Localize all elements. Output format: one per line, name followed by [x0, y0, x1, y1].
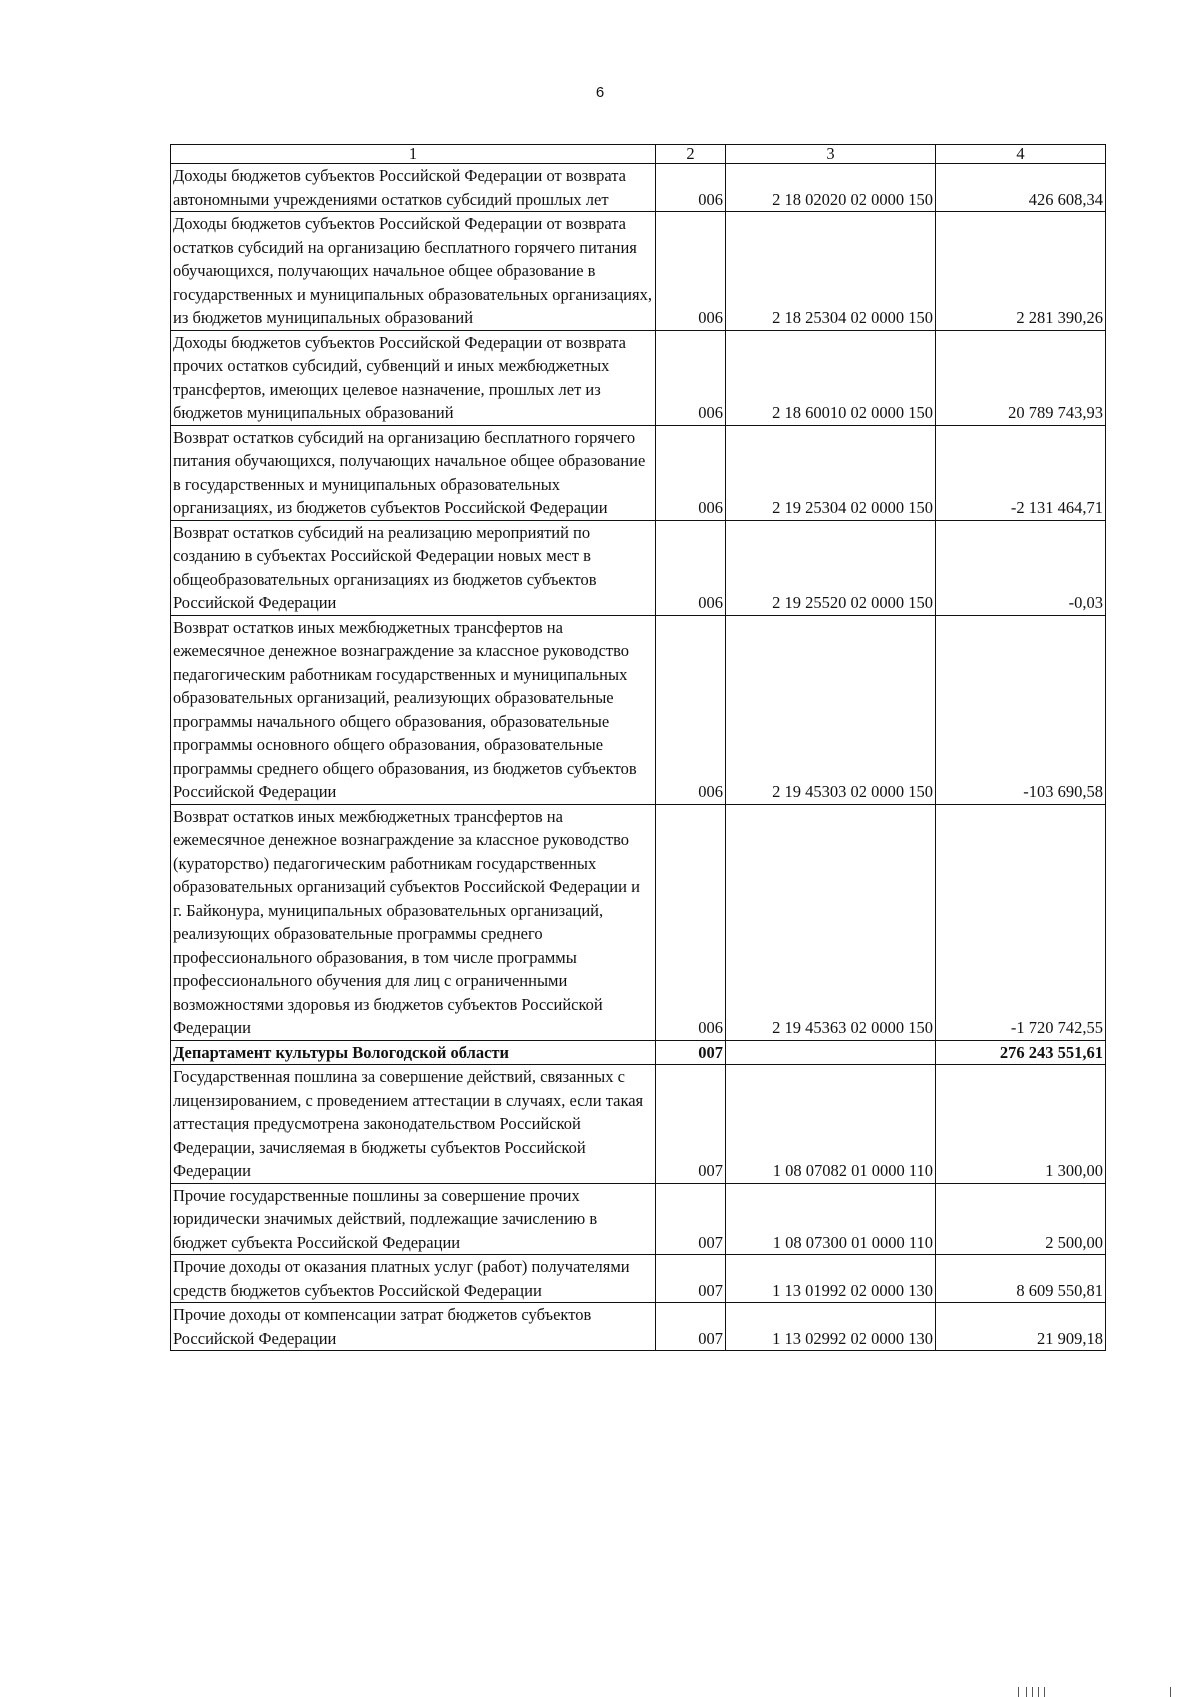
row-name-cell: Прочие государственные пошлины за совершение прочих юридически значимых действий, подлежащие зачислению в бюджет субъекта Российской Федерации: [171, 1183, 656, 1255]
row-admin-code-cell: 007: [656, 1065, 726, 1184]
table-row: [171, 1255, 1106, 1303]
row-admin-code-cell: 006: [656, 212, 726, 331]
table-body: [171, 164, 1106, 1351]
row-sum-cell: 1 300,00: [936, 1065, 1106, 1184]
table-row: [171, 212, 1106, 331]
table-row: [171, 330, 1106, 425]
row-sum-cell: 21 909,18: [936, 1303, 1106, 1351]
table-row: [171, 164, 1106, 212]
column-header-name: 1: [171, 145, 656, 164]
row-budget-code-cell: 2 19 45363 02 0000 150: [726, 804, 936, 1040]
row-name-cell: Государственная пошлина за совершение действий, связанных с лицензированием, с проведением аттестации в случаях, если такая аттестация предусмотрена законодательством Российской Федерации, зачисляемая в бюджеты субъектов Российской Федерации: [171, 1065, 656, 1184]
row-budget-code-cell: 2 19 25520 02 0000 150: [726, 520, 936, 615]
column-header-code: 3: [726, 145, 936, 164]
table-row: [171, 520, 1106, 615]
row-name-cell: Доходы бюджетов субъектов Российской Федерации от возврата остатков субсидий на организацию бесплатного горячего питания обучающихся, получающих начальное общее образование в государственных и муниципальных образовательных организациях, из бюджетов муниципальных образований: [171, 212, 656, 331]
row-admin-code-cell: 006: [656, 615, 726, 804]
row-name-cell: Возврат остатков субсидий на организацию бесплатного горячего питания обучающихся, получающих начальное общее образование в государственных и муниципальных образовательных организациях, из бюджетов субъектов Российской Федерации: [171, 425, 656, 520]
row-budget-code-cell: [726, 1040, 936, 1065]
row-name-cell: Возврат остатков иных межбюджетных трансфертов на ежемесячное денежное вознаграждение за классное руководство (кураторство) педагогическим работникам государственных образовательных организаций субъектов Российской Федерации и г. Байконура, муниципальных образовательных организаций, реализующих образовательные программы среднего профессионального образования, в том числе программы профессионального обучения для лиц с ограниченными возможностями здоровья из бюджетов субъектов Российской Федерации: [171, 804, 656, 1040]
row-sum-cell: 8 609 550,81: [936, 1255, 1106, 1303]
row-admin-code-cell: 006: [656, 520, 726, 615]
row-name-cell: Возврат остатков субсидий на реализацию мероприятий по созданию в субъектах Российской Федерации новых мест в общеобразовательных организациях из бюджетов субъектов Российской Федерации: [171, 520, 656, 615]
row-name-cell: Доходы бюджетов субъектов Российской Федерации от возврата прочих остатков субсидий, субвенций и иных межбюджетных трансфертов, имеющих целевое назначение, прошлых лет из бюджетов муниципальных образований: [171, 330, 656, 425]
row-admin-code-cell: 006: [656, 330, 726, 425]
row-budget-code-cell: 2 19 45303 02 0000 150: [726, 615, 936, 804]
row-sum-cell: 2 500,00: [936, 1183, 1106, 1255]
row-name-cell: Возврат остатков иных межбюджетных трансфертов на ежемесячное денежное вознаграждение за классное руководство педагогическим работникам государственных и муниципальных образовательных организаций, реализующих образовательные программы начального общего образования, образовательные программы основного общего образования, образовательные программы среднего общего образования, из бюджетов субъектов Российской Федерации: [171, 615, 656, 804]
row-sum-cell: 20 789 743,93: [936, 330, 1106, 425]
row-admin-code-cell: 006: [656, 804, 726, 1040]
table-row: [171, 615, 1106, 804]
row-budget-code-cell: 1 08 07082 01 0000 110: [726, 1065, 936, 1184]
row-admin-code-cell: 007: [656, 1255, 726, 1303]
table-row: [171, 1303, 1106, 1351]
row-admin-code-cell: 007: [656, 1040, 726, 1065]
header-row: [171, 145, 1106, 164]
row-budget-code-cell: 2 19 25304 02 0000 150: [726, 425, 936, 520]
row-name-cell: Департамент культуры Вологодской области: [171, 1040, 656, 1065]
row-sum-cell: 426 608,34: [936, 164, 1106, 212]
department-row: [171, 1040, 1106, 1065]
column-header-sum: 4: [936, 145, 1106, 164]
row-budget-code-cell: 1 08 07300 01 0000 110: [726, 1183, 936, 1255]
row-admin-code-cell: 007: [656, 1303, 726, 1351]
row-sum-cell: -1 720 742,55: [936, 804, 1106, 1040]
row-name-cell: Прочие доходы от компенсации затрат бюджетов субъектов Российской Федерации: [171, 1303, 656, 1351]
row-admin-code-cell: 006: [656, 164, 726, 212]
row-budget-code-cell: 2 18 25304 02 0000 150: [726, 212, 936, 331]
row-admin-code-cell: 006: [656, 425, 726, 520]
column-header-admin: 2: [656, 145, 726, 164]
table-row: [171, 425, 1106, 520]
row-name-cell: Прочие доходы от оказания платных услуг (работ) получателями средств бюджетов субъектов Российской Федерации: [171, 1255, 656, 1303]
row-budget-code-cell: 1 13 02992 02 0000 130: [726, 1303, 936, 1351]
row-name-cell: Доходы бюджетов субъектов Российской Федерации от возврата автономными учреждениями остатков субсидий прошлых лет: [171, 164, 656, 212]
row-budget-code-cell: 2 18 02020 02 0000 150: [726, 164, 936, 212]
row-sum-cell: -103 690,58: [936, 615, 1106, 804]
row-sum-cell: -2 131 464,71: [936, 425, 1106, 520]
row-budget-code-cell: 1 13 01992 02 0000 130: [726, 1255, 936, 1303]
row-sum-cell: -0,03: [936, 520, 1106, 615]
table-row: [171, 1065, 1106, 1184]
row-admin-code-cell: 007: [656, 1183, 726, 1255]
table-row: [171, 804, 1106, 1040]
row-budget-code-cell: 2 18 60010 02 0000 150: [726, 330, 936, 425]
table-row: [171, 1183, 1106, 1255]
row-sum-cell: 2 281 390,26: [936, 212, 1106, 331]
page-number: 6: [595, 84, 605, 101]
scan-edge-marks: [998, 1683, 1178, 1697]
revenue-table: [170, 144, 1106, 1351]
row-sum-cell: 276 243 551,61: [936, 1040, 1106, 1065]
